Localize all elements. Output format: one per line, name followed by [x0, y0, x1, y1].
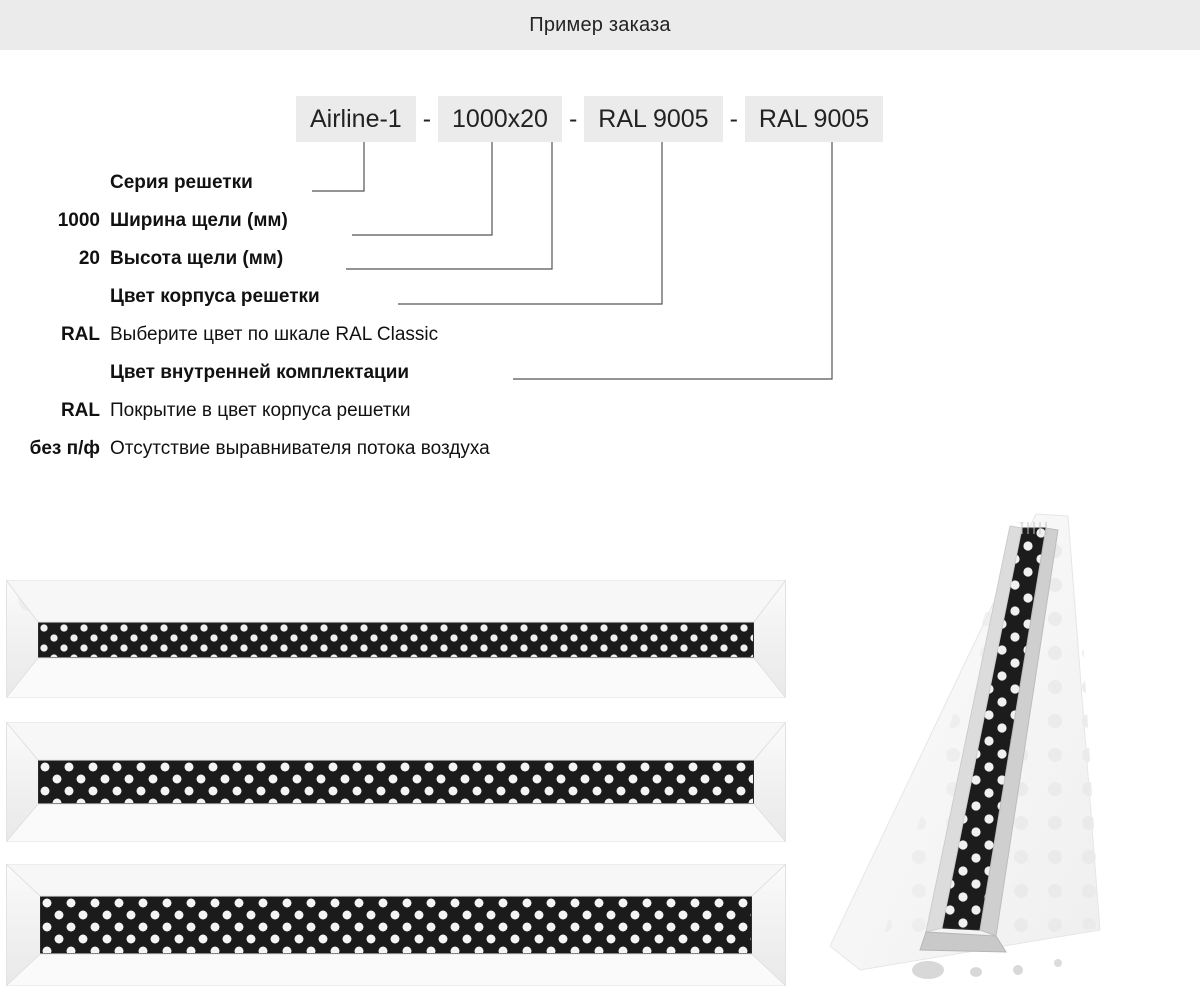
order-code-formula — [296, 96, 883, 142]
legend-row-ral-classic — [0, 324, 700, 362]
legend-row-series — [0, 172, 700, 210]
legend-value-series: Серия решетки — [110, 172, 253, 193]
formula-chip-body-color: RAL 9005 — [584, 96, 722, 142]
legend-row-body-color — [0, 286, 700, 324]
legend-list — [0, 172, 700, 476]
legend-key-inner-coating: RAL — [60, 400, 100, 421]
legend-row-inner-color — [0, 362, 700, 400]
legend-key-ral-classic: RAL — [60, 324, 100, 345]
perspective-grille-illustration — [800, 500, 1200, 993]
grille-middle-outline — [6, 722, 786, 842]
legend-key-width: 1000 — [57, 210, 100, 231]
formula-chip-inner-color: RAL 9005 — [745, 96, 883, 142]
photo-perspective-grille — [800, 500, 1200, 993]
legend-value-height: Высота щели (мм) — [110, 248, 284, 269]
formula-chip-dimensions: 1000x20 — [438, 96, 562, 142]
legend-value-no-flow-straightener: Отсутствие выравнивателя потока воздуха — [110, 438, 490, 459]
legend-key-no-flow-straightener: без п/ф — [29, 438, 100, 459]
legend-row-no-flow-straightener — [0, 438, 700, 476]
formula-chip-series: Airline-1 — [296, 96, 416, 142]
formula-separator-3: - — [729, 105, 738, 133]
legend-value-body-color: Цвет корпуса решетки — [110, 286, 320, 307]
legend-row-width — [0, 210, 700, 248]
formula-separator-2: - — [568, 105, 578, 133]
product-photos — [0, 500, 1200, 993]
formula-separator-1: - — [422, 105, 432, 133]
legend-row-height — [0, 248, 700, 286]
grille-bottom-outline — [6, 864, 786, 986]
legend-value-width: Ширина щели (мм) — [110, 210, 288, 231]
photo-three-grilles — [0, 512, 800, 993]
grille-top — [6, 580, 786, 698]
legend-row-inner-coating — [0, 400, 700, 438]
grille-bottom — [6, 864, 786, 986]
grille-middle — [6, 722, 786, 842]
legend-key-height: 20 — [78, 248, 100, 269]
legend-value-ral-classic: Выберите цвет по шкале RAL Classic — [110, 324, 439, 345]
legend-value-inner-coating: Покрытие в цвет корпуса решетки — [110, 400, 411, 421]
grille-top-outline — [6, 580, 786, 698]
legend-value-inner-color: Цвет внутренней комплектации — [110, 362, 410, 383]
page-title: Пример заказа — [529, 13, 671, 36]
header-bar — [0, 0, 1200, 50]
